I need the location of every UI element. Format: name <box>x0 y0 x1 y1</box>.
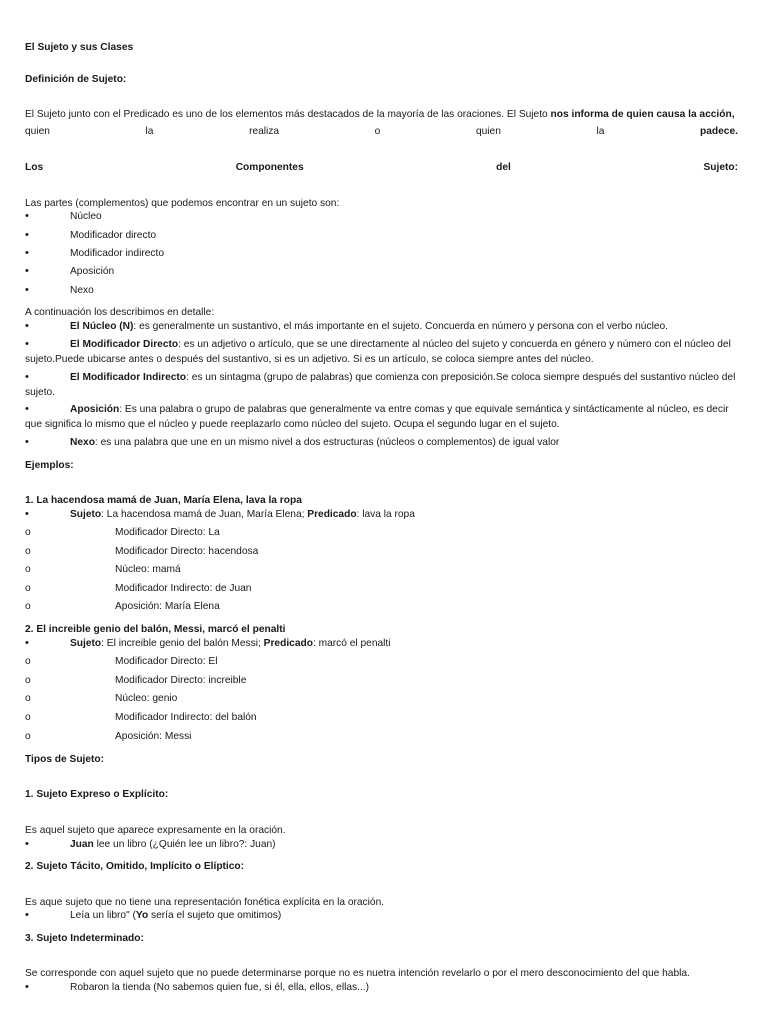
list-item: Núcleo: mamá <box>115 564 181 575</box>
list-item: Núcleo <box>70 211 102 222</box>
list-item: Aposición: María Elena <box>115 601 220 612</box>
components-heading: Los Componentes del Sujeto: <box>25 162 738 173</box>
list-item: Modificador Indirecto: del balón <box>115 712 257 723</box>
tipos-heading: Tipos de Sujeto: <box>25 754 105 765</box>
example-1-analysis: Sujeto: La hacendosa mamá de Juan, María Elena; Predicado: lava la ropa <box>70 509 415 520</box>
bullet: • <box>25 284 29 296</box>
list-item: Modificador Directo: increible <box>115 675 247 686</box>
tipo-2-example: Leía un libro" (Yo sería el sujeto que omitimos) <box>70 910 282 921</box>
tipo-3-description: Se corresponde con aquel sujeto que no puede determinarse porque no es nuetra intención revelarlo o por el mero desconocimiento del que habla. <box>25 968 690 979</box>
bullet: • <box>25 210 29 222</box>
list-item: Modificador Directo: hacendosa <box>115 546 259 557</box>
detail-modificador-directo-cont: sujeto.Puede ubicarse antes o después del sustantivo, si es un adjetivo. Si es un artículo, se coloca siempre antes del núcleo. <box>25 354 594 365</box>
list-item: Modificador indirecto <box>70 248 164 259</box>
tipo-3-example: Robaron la tienda (No sabemos quien fue, si él, ella, ellos, ellas...) <box>70 982 369 993</box>
circle-bullet: o <box>25 583 31 594</box>
detail-modificador-indirecto: El Modificador Indirecto: es un sintagma (grupo de palabras) que comienza con preposición.Se coloca siempre después del sustantivo núcleo del <box>70 372 736 383</box>
list-item: Núcleo: genio <box>115 693 178 704</box>
bullet: • <box>25 320 29 332</box>
bullet: • <box>25 637 29 649</box>
tipo-2-description: Es aque sujeto que no tiene una representación fonética explícita en la oración. <box>25 897 385 908</box>
circle-bullet: o <box>25 731 31 742</box>
tipo-1-description: Es aquel sujeto que aparece expresamente en la oración. <box>25 825 286 836</box>
example-2-analysis: Sujeto: El increible genio del balón Messi; Predicado: marcó el penalti <box>70 638 391 649</box>
detail-intro: A continuación los describimos en detalle: <box>25 307 215 318</box>
circle-bullet: o <box>25 693 31 704</box>
circle-bullet: o <box>25 546 31 557</box>
example-2-title: 2. El increible genio del balón, Messi, marcó el penalti <box>25 624 286 635</box>
bullet: • <box>25 403 29 415</box>
definition-paragraph-line1: El Sujeto junto con el Predicado es uno de los elementos más destacados de la mayoría de las oraciones. El Sujeto nos informa de quien causa la acción, <box>25 109 735 120</box>
bullet: • <box>25 371 29 383</box>
bullet: • <box>25 436 29 448</box>
definition-heading: Definición de Sujeto: <box>25 74 127 85</box>
list-item: Nexo <box>70 285 94 296</box>
definition-paragraph-line2: quien la realiza o quien la padece. <box>25 126 738 137</box>
tipo-3-heading: 3. Sujeto Indeterminado: <box>25 933 144 944</box>
detail-aposicion: Aposición: Es una palabra o grupo de palabras que generalmente va entre comas y que equivale semántica y sintácticamente al núcleo, es decir <box>70 404 729 415</box>
list-item: Modificador Directo: La <box>115 527 220 538</box>
list-item: Aposición <box>70 266 115 277</box>
circle-bullet: o <box>25 712 31 723</box>
list-item: Modificador Indirecto: de Juan <box>115 583 252 594</box>
detail-modificador-indirecto-cont: sujeto. <box>25 387 56 398</box>
detail-nucleo: El Núcleo (N): es generalmente un sustantivo, el más importante en el sujeto. Concuerda en número y persona con el verbo núcleo. <box>70 321 668 332</box>
bullet: • <box>25 981 29 993</box>
bullet: • <box>25 909 29 921</box>
tipo-1-heading: 1. Sujeto Expreso o Explícito: <box>25 789 169 800</box>
bullet: • <box>25 229 29 241</box>
bullet: • <box>25 838 29 850</box>
bullet: • <box>25 508 29 520</box>
bullet: • <box>25 338 29 350</box>
bullet: • <box>25 265 29 277</box>
list-item: Modificador Directo: El <box>115 656 218 667</box>
circle-bullet: o <box>25 656 31 667</box>
detail-nexo: Nexo: es una palabra que une en un mismo nivel a dos estructuras (núcleos o complementos) de igual valor <box>70 437 560 448</box>
example-1-title: 1. La hacendosa mamá de Juan, María Elena, lava la ropa <box>25 495 302 506</box>
circle-bullet: o <box>25 675 31 686</box>
bullet: • <box>25 247 29 259</box>
detail-modificador-directo: El Modificador Directo: es un adjetivo o artículo, que se une directamente al núcleo del sujeto y concuerda en género y número con el núcleo del <box>70 339 731 350</box>
circle-bullet: o <box>25 527 31 538</box>
circle-bullet: o <box>25 564 31 575</box>
tipo-1-example: Juan lee un libro (¿Quién lee un libro?: Juan) <box>70 839 276 850</box>
detail-aposicion-cont: que significa lo mismo que el núcleo y puede reeplazarlo como núcleo del sujeto. Ocupa el segundo lugar en el sujeto. <box>25 419 560 430</box>
tipo-2-heading: 2. Sujeto Tácito, Omitido, Implícito o Elíptico: <box>25 861 245 872</box>
ejemplos-heading: Ejemplos: <box>25 460 74 471</box>
list-item: Modificador directo <box>70 230 157 241</box>
circle-bullet: o <box>25 601 31 612</box>
list-item: Aposición: Messi <box>115 731 192 742</box>
document-title: El Sujeto y sus Clases <box>25 42 134 53</box>
parts-intro: Las partes (complementos) que podemos encontrar en un sujeto son: <box>25 198 340 209</box>
